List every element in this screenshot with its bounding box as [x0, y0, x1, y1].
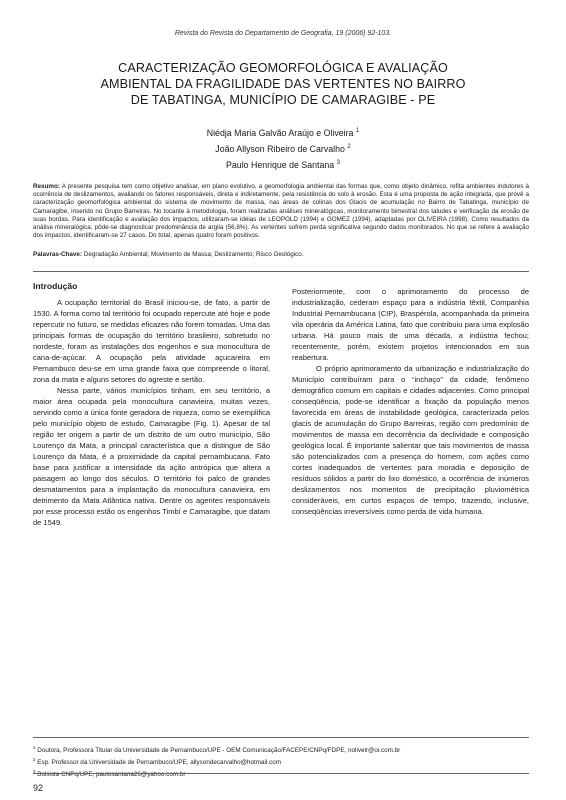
left-column: [33, 281, 270, 528]
abstract: [33, 183, 529, 240]
author-footnote-mark: 1: [355, 128, 360, 134]
title-line: AMBIENTAL DA FRAGILIDADE DAS VERTENTES NO BAIRRO: [100, 77, 466, 91]
author: João Allyson Ribeiro de Carvalho $^2$: [215, 143, 351, 154]
keywords: [33, 251, 529, 259]
footnote: $^3$ Bolsista CNPq/UPE, paulosantana26@yahoo.com.br: [33, 769, 186, 779]
paragraph: A ocupação territorial do Brasil iniciou-se, de fato, a partir de 1530. A forma como tal território foi ocupado repercute até hoje e pode repercutir no futuro, se medidas eficazes não forem tomadas. Uma das principais formas de ocupação do território brasileiro, sobretudo no nordeste, foram as instalações dos engenhos e sua monocultura de cana-de-açúcar. A ocupação pela atividade açucareira em Pernambuco deu-se em uma grande faixa que compreende o litoral, zona da mata e alguns setores do agreste e sertão.: [33, 298, 270, 384]
footnote-divider: [33, 737, 529, 738]
footnote: $^1$ Doutora, Professora Titular da Universidade de Pernambuco/UPE - OEM Comunicação/FACEPE/CNPq/FDPE, nolivelr@oi.com.br: [33, 745, 401, 755]
page-number: 92: [33, 783, 44, 793]
author-footnote-mark: 2: [347, 143, 351, 150]
abstract-label: Resumo:: [33, 183, 60, 190]
page-divider: [33, 773, 529, 774]
author: Niédja Maria Galvão Araújo e Oliveira $^1$: [206, 127, 360, 138]
author: Paulo Henrique de Santana $^3$: [226, 159, 340, 170]
journal-header: Revista do Revista do Departamento de Geografia, 19 (2006) 92-103.: [174, 30, 392, 37]
paper-title: [40, 60, 526, 108]
author-footnote-mark: 3: [336, 159, 340, 166]
keywords-text: Degradação Ambiental; Movimento de Massa; Deslizamento; Risco Geológico.: [83, 251, 304, 258]
footnote: $^2$ Esp. Professor da Universidade de Pernambuco/UPE, allysondecarvalho@hotmail.com: [33, 757, 281, 767]
right-column: [292, 286, 529, 517]
paragraph: Nessa parte, vários municípios tinham, em seu território, a maior área ocupada pela monocultura canavieira, muitas vezes, servindo como a única fonte geradora de riqueza, como se exemplifica pelo município objeto de estudo, Camaragibe (Fig. 1). Apesar de tal região ter origem a partir de um distrito de um outro município, São Lourenço da Mata, a principal característica que a distingue de São Lourenço da Mata, é a proximidade da capital pernambucana. Fato base para justificar a intensidade da ação antrópica que altera a paisagem ao longo dos séculos. O território foi palco de grandes desmatamentos para a implantação da monocultura canavieira, em detrimento da Mata Atlântica nativa. Dentre os agentes responsáveis por esse processo estão os engenhos Timbí e Camaragibe, que datam de 1549.: [33, 386, 270, 527]
paragraph: O próprio aprimoramento da urbanização e industrialização do Município contribuíram para o “inchaço” da cidade, fenômeno demográfico comum em capitais e cidades adjacentes. Como principal conseqüência, pode-se identificar a fixação da população menos favorecida em áreas de instabilidade geológica, caracterizada pelos glacis de acumulação do Grupo Barreiras, região com predomínio de movimentos de massa em decorrência da declividade e composição geológica local. É importante salientar que tais movimentos de massa são potencializados com a presença do homem, com ações como cortes inadequados de vertentes para moradia e deposição de resíduos sólidos a partir do lixo doméstico, a ocorrência de inúmeros deslizamentos nos momentos de precipitação pluviométrica consideráveis, em curtos espaços de tempo, trazendo, inclusive, conseqüências irreversíveis como perda de vida humana.: [292, 364, 529, 516]
section-heading: Introdução: [33, 281, 78, 291]
abstract-text: A presente pesquisa tem como objetivo analisar, em plano evolutivo, a geomorfologia ambiental das formas que, como objeto dinâmico, refita ambientes indutores à ocorrência de deslizamentos, avaliando os fatores responsáveis, direta e indiretamente, pela resistência do solo à erosão. Esta é uma proposta de ação integrada, que provê a caracterização geomorfológica ambiental do sistema de movimento de massa, nas áreas de colinas dos Glacis de acumulação no Bairro de Tabatinga, município de Camaragibe, inserido no Grupo Barreiras. No tocante à metodologia, foram realizadas análises mineralógicas, monitoramento bimestral dos taludes e verificação da erosão de suas bordas. Para identificação e avaliação dos impactos, utilizaram-se idéias de LEOPOLD (1994) e GOMEZ (1994), adaptadas por OLIVEIRA (1998). Como resultados da análise mineralógica, pôde-se diagnosticar predominância de argila (56,8%). As vertentes sofrem perda significativa segundo dados monitorados. No que se refere à avaliação dos impactos, identificaram-se 27 casos. Do total, apenas quatro foram positivos.: [33, 183, 530, 240]
author-list: [0, 124, 566, 172]
keywords-label: Palavras-Chave:: [33, 251, 83, 258]
paragraph: Posteriormente, com o aprimoramento do processo de industrialização, cederam espaço para a indústria têxtil, Companhia Industrial Pernambucana (CIP), Braspérola, acompanhada da primeira vila operária da América Latina, fato que contribuiu para uma explosão urbana. Há pouco mais de uma década, a indústria fechou; recentemente, porém, existem projetos intencionados em sua reabertura.: [292, 287, 529, 362]
title-line: DE TABATINGA, MUNICÍPIO DE CAMARAGIBE - PE: [130, 93, 436, 107]
title-line: CARACTERIZAÇÃO GEOMORFOLÓGICA E AVALIAÇÃO: [118, 61, 448, 75]
section-divider: [33, 271, 529, 272]
